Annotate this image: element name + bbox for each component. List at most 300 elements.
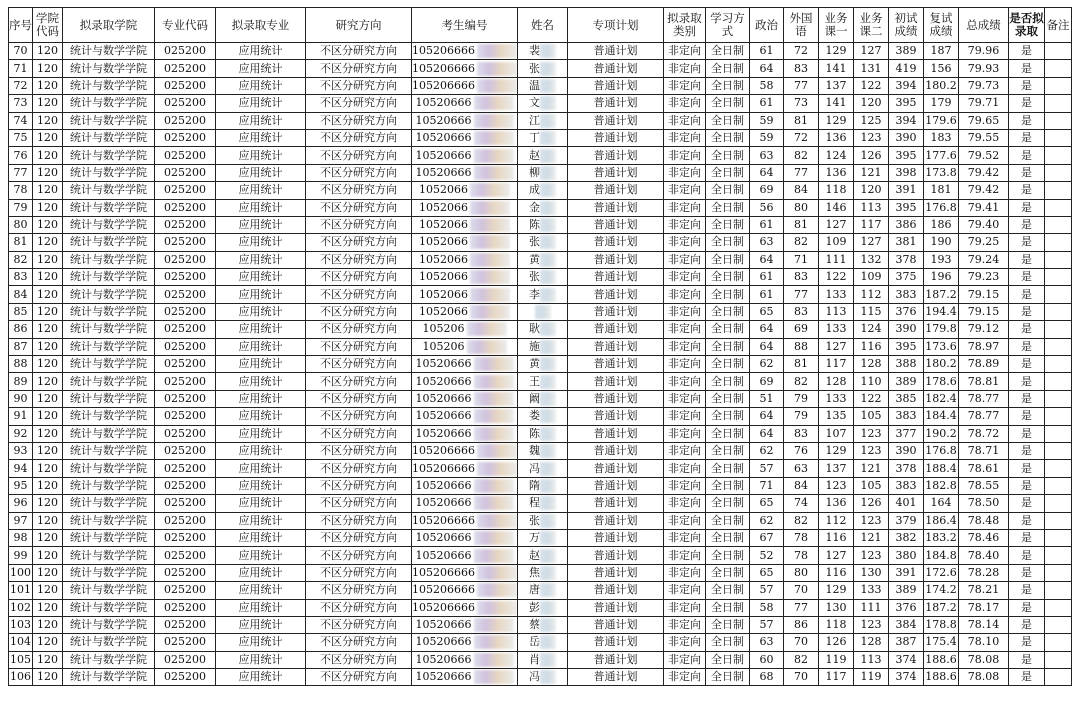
cell-college: 统计与数学学院	[63, 634, 155, 651]
cell-retest: 164	[924, 495, 959, 512]
cell-foreign: 82	[784, 234, 819, 251]
cell-retest: 183	[924, 129, 959, 146]
cell-category: 非定向	[664, 338, 706, 355]
cell-plan: 普通计划	[568, 442, 664, 459]
cell-course2: 123	[854, 547, 889, 564]
cell-category: 非定向	[664, 129, 706, 146]
cell-name	[518, 129, 568, 146]
student-name-text: 程	[529, 496, 540, 510]
cell-college: 统计与数学学院	[63, 651, 155, 668]
cell-plan: 普通计划	[568, 495, 664, 512]
redaction-mask	[474, 96, 514, 110]
exam-id-text: 10520666	[415, 357, 472, 371]
redaction-mask	[540, 253, 556, 267]
exam-id-text: 105206666	[412, 444, 475, 458]
cell-exam-id	[412, 269, 518, 286]
cell-category: 非定向	[664, 564, 706, 581]
cell-major-code: 025200	[155, 303, 216, 320]
cell-foreign: 84	[784, 182, 819, 199]
exam-id-text: 1052066	[419, 235, 468, 249]
student-name-text: 张	[529, 513, 540, 527]
cell-college-code: 120	[33, 547, 63, 564]
cell-plan: 普通计划	[568, 582, 664, 599]
exam-id-text: 10520666	[415, 113, 472, 127]
cell-exam-id	[412, 251, 518, 268]
cell-college: 统计与数学学院	[63, 547, 155, 564]
cell-name	[518, 547, 568, 564]
cell-foreign: 78	[784, 547, 819, 564]
cell-major: 应用统计	[216, 529, 306, 546]
cell-college: 统计与数学学院	[63, 60, 155, 77]
cell-direction: 不区分研究方向	[306, 651, 412, 668]
cell-seq: 74	[9, 112, 33, 129]
cell-initial: 394	[889, 77, 924, 94]
cell-direction: 不区分研究方向	[306, 303, 412, 320]
admission-list	[8, 7, 1072, 686]
cell-category: 非定向	[664, 199, 706, 216]
cell-category: 非定向	[664, 269, 706, 286]
redaction-mask	[474, 479, 514, 493]
cell-major-code: 025200	[155, 43, 216, 60]
cell-exam-id	[412, 512, 518, 529]
cell-retest: 188.6	[924, 669, 959, 686]
exam-id-text: 105206666	[412, 461, 475, 475]
cell-remark	[1045, 338, 1072, 355]
cell-exam-id	[412, 129, 518, 146]
cell-category: 非定向	[664, 634, 706, 651]
student-name-text: 蔡	[529, 618, 540, 632]
table-row	[9, 356, 1072, 373]
cell-total: 79.93	[959, 60, 1009, 77]
table-row	[9, 43, 1072, 60]
cell-remark	[1045, 112, 1072, 129]
cell-initial: 391	[889, 182, 924, 199]
cell-major: 应用统计	[216, 634, 306, 651]
cell-exam-id	[412, 182, 518, 199]
cell-category: 非定向	[664, 251, 706, 268]
student-name-text: 李	[529, 287, 540, 301]
student-name-text: 唐	[529, 583, 540, 597]
table-row	[9, 303, 1072, 320]
cell-politics: 58	[750, 599, 784, 616]
cell-major: 应用统计	[216, 182, 306, 199]
cell-admit: 是	[1009, 338, 1045, 355]
cell-remark	[1045, 582, 1072, 599]
cell-course2: 123	[854, 616, 889, 633]
cell-foreign: 81	[784, 216, 819, 233]
cell-remark	[1045, 651, 1072, 668]
cell-exam-id	[412, 616, 518, 633]
cell-study-mode: 全日制	[706, 216, 750, 233]
cell-seq: 71	[9, 60, 33, 77]
cell-course2: 127	[854, 43, 889, 60]
cell-politics: 60	[750, 651, 784, 668]
cell-plan: 普通计划	[568, 43, 664, 60]
cell-seq: 77	[9, 164, 33, 181]
cell-foreign: 80	[784, 199, 819, 216]
cell-admit: 是	[1009, 164, 1045, 181]
cell-name	[518, 425, 568, 442]
cell-foreign: 83	[784, 425, 819, 442]
cell-direction: 不区分研究方向	[306, 199, 412, 216]
cell-category: 非定向	[664, 477, 706, 494]
cell-foreign: 72	[784, 43, 819, 60]
cell-name	[518, 408, 568, 425]
cell-politics: 67	[750, 529, 784, 546]
cell-total: 79.52	[959, 147, 1009, 164]
redaction-mask	[540, 62, 556, 76]
cell-major: 应用统计	[216, 77, 306, 94]
redaction-mask	[540, 166, 556, 180]
cell-study-mode: 全日制	[706, 182, 750, 199]
cell-total: 79.24	[959, 251, 1009, 268]
cell-direction: 不区分研究方向	[306, 669, 412, 686]
cell-initial: 383	[889, 286, 924, 303]
cell-course2: 126	[854, 495, 889, 512]
cell-major: 应用统计	[216, 60, 306, 77]
cell-direction: 不区分研究方向	[306, 373, 412, 390]
cell-course2: 116	[854, 338, 889, 355]
cell-initial: 389	[889, 373, 924, 390]
cell-seq: 99	[9, 547, 33, 564]
cell-admit: 是	[1009, 651, 1045, 668]
cell-initial: 380	[889, 547, 924, 564]
exam-id-text: 1052066	[419, 218, 468, 232]
table-row	[9, 60, 1072, 77]
cell-retest: 176.8	[924, 442, 959, 459]
cell-politics: 62	[750, 512, 784, 529]
cell-remark	[1045, 442, 1072, 459]
cell-name	[518, 147, 568, 164]
cell-course2: 111	[854, 599, 889, 616]
cell-course1: 117	[819, 669, 854, 686]
table-row	[9, 251, 1072, 268]
cell-major: 应用统计	[216, 303, 306, 320]
cell-college: 统计与数学学院	[63, 286, 155, 303]
cell-major-code: 025200	[155, 60, 216, 77]
redaction-mask	[540, 514, 556, 528]
cell-remark	[1045, 599, 1072, 616]
cell-total: 79.73	[959, 77, 1009, 94]
cell-major-code: 025200	[155, 112, 216, 129]
cell-foreign: 88	[784, 338, 819, 355]
cell-major-code: 025200	[155, 599, 216, 616]
cell-total: 79.15	[959, 286, 1009, 303]
cell-name	[518, 164, 568, 181]
cell-politics: 61	[750, 95, 784, 112]
cell-major: 应用统计	[216, 356, 306, 373]
student-name-text: 张	[529, 61, 540, 75]
cell-remark	[1045, 60, 1072, 77]
cell-direction: 不区分研究方向	[306, 442, 412, 459]
cell-major-code: 025200	[155, 390, 216, 407]
cell-admit: 是	[1009, 442, 1045, 459]
student-name-text: 娄	[529, 409, 540, 423]
student-name-text: 赵	[529, 148, 540, 162]
cell-major-code: 025200	[155, 234, 216, 251]
cell-course1: 133	[819, 321, 854, 338]
cell-remark	[1045, 164, 1072, 181]
redaction-mask	[540, 392, 556, 406]
cell-seq: 98	[9, 529, 33, 546]
cell-foreign: 82	[784, 373, 819, 390]
cell-plan: 普通计划	[568, 182, 664, 199]
exam-id-text: 105206	[422, 339, 465, 353]
cell-college-code: 120	[33, 512, 63, 529]
cell-course2: 117	[854, 216, 889, 233]
cell-exam-id	[412, 321, 518, 338]
cell-college: 统计与数学学院	[63, 43, 155, 60]
cell-category: 非定向	[664, 599, 706, 616]
cell-college-code: 120	[33, 164, 63, 181]
cell-major-code: 025200	[155, 95, 216, 112]
redaction-mask	[540, 549, 556, 563]
cell-direction: 不区分研究方向	[306, 582, 412, 599]
cell-college-code: 120	[33, 77, 63, 94]
cell-seq: 72	[9, 77, 33, 94]
cell-direction: 不区分研究方向	[306, 425, 412, 442]
admission-table	[8, 7, 1072, 686]
cell-college-code: 120	[33, 477, 63, 494]
cell-foreign: 83	[784, 269, 819, 286]
cell-admit: 是	[1009, 234, 1045, 251]
cell-seq: 104	[9, 634, 33, 651]
cell-remark	[1045, 616, 1072, 633]
table-row	[9, 112, 1072, 129]
exam-id-text: 10520666	[415, 548, 472, 562]
table-row	[9, 669, 1072, 686]
cell-college: 统计与数学学院	[63, 495, 155, 512]
cell-direction: 不区分研究方向	[306, 321, 412, 338]
student-name-text: 岳	[529, 635, 540, 649]
redaction-mask	[477, 462, 517, 476]
cell-category: 非定向	[664, 460, 706, 477]
col-admit: 是否拟录取	[1009, 8, 1045, 43]
cell-course1: 136	[819, 129, 854, 146]
cell-remark	[1045, 529, 1072, 546]
cell-name	[518, 286, 568, 303]
cell-major: 应用统计	[216, 199, 306, 216]
cell-course1: 127	[819, 216, 854, 233]
cell-total: 78.14	[959, 616, 1009, 633]
table-row	[9, 164, 1072, 181]
cell-initial: 388	[889, 356, 924, 373]
cell-college: 统计与数学学院	[63, 669, 155, 686]
redaction-mask	[540, 444, 556, 458]
cell-politics: 63	[750, 234, 784, 251]
cell-initial: 389	[889, 43, 924, 60]
table-row	[9, 182, 1072, 199]
cell-major-code: 025200	[155, 147, 216, 164]
cell-admit: 是	[1009, 425, 1045, 442]
cell-foreign: 70	[784, 634, 819, 651]
cell-college-code: 120	[33, 303, 63, 320]
cell-exam-id	[412, 112, 518, 129]
cell-retest: 172.6	[924, 564, 959, 581]
cell-college-code: 120	[33, 564, 63, 581]
cell-plan: 普通计划	[568, 669, 664, 686]
cell-retest: 190	[924, 234, 959, 251]
cell-course1: 146	[819, 199, 854, 216]
cell-course1: 122	[819, 269, 854, 286]
table-row	[9, 408, 1072, 425]
cell-initial: 383	[889, 408, 924, 425]
cell-plan: 普通计划	[568, 251, 664, 268]
cell-exam-id	[412, 477, 518, 494]
cell-direction: 不区分研究方向	[306, 286, 412, 303]
cell-total: 78.48	[959, 512, 1009, 529]
cell-study-mode: 全日制	[706, 390, 750, 407]
redaction-mask	[540, 566, 556, 580]
cell-category: 非定向	[664, 547, 706, 564]
cell-course2: 125	[854, 112, 889, 129]
cell-exam-id	[412, 43, 518, 60]
cell-admit: 是	[1009, 529, 1045, 546]
cell-direction: 不区分研究方向	[306, 129, 412, 146]
cell-college: 统计与数学学院	[63, 582, 155, 599]
redaction-mask	[540, 340, 556, 354]
cell-politics: 64	[750, 164, 784, 181]
cell-name	[518, 442, 568, 459]
cell-remark	[1045, 251, 1072, 268]
cell-major-code: 025200	[155, 425, 216, 442]
table-row	[9, 564, 1072, 581]
cell-college-code: 120	[33, 60, 63, 77]
cell-major: 应用统计	[216, 112, 306, 129]
cell-college: 统计与数学学院	[63, 373, 155, 390]
cell-course2: 113	[854, 199, 889, 216]
cell-total: 78.17	[959, 599, 1009, 616]
cell-admit: 是	[1009, 77, 1045, 94]
student-name-text: 冯	[529, 461, 540, 475]
cell-retest: 188.4	[924, 460, 959, 477]
cell-major: 应用统计	[216, 408, 306, 425]
cell-plan: 普通计划	[568, 129, 664, 146]
cell-category: 非定向	[664, 373, 706, 390]
exam-id-text: 10520666	[415, 652, 472, 666]
cell-seq: 91	[9, 408, 33, 425]
cell-politics: 56	[750, 199, 784, 216]
redaction-mask	[474, 670, 514, 684]
cell-name	[518, 77, 568, 94]
cell-major-code: 025200	[155, 356, 216, 373]
redaction-mask	[470, 253, 510, 267]
cell-total: 79.42	[959, 182, 1009, 199]
cell-foreign: 70	[784, 582, 819, 599]
cell-college: 统计与数学学院	[63, 529, 155, 546]
cell-direction: 不区分研究方向	[306, 269, 412, 286]
cell-remark	[1045, 182, 1072, 199]
cell-major-code: 025200	[155, 338, 216, 355]
cell-college-code: 120	[33, 599, 63, 616]
redaction-mask	[470, 305, 510, 319]
cell-initial: 386	[889, 216, 924, 233]
cell-course2: 122	[854, 390, 889, 407]
exam-id-text: 1052066	[419, 305, 468, 319]
redaction-mask	[540, 583, 556, 597]
exam-id-text: 105206666	[412, 565, 475, 579]
cell-plan: 普通计划	[568, 425, 664, 442]
cell-admit: 是	[1009, 112, 1045, 129]
cell-total: 78.72	[959, 425, 1009, 442]
cell-course2: 120	[854, 95, 889, 112]
cell-college-code: 120	[33, 669, 63, 686]
student-name-text: 丁	[529, 131, 540, 145]
cell-total: 78.55	[959, 477, 1009, 494]
cell-college: 统计与数学学院	[63, 269, 155, 286]
redaction-mask	[540, 375, 556, 389]
exam-id-text: 105206666	[412, 583, 475, 597]
cell-major-code: 025200	[155, 634, 216, 651]
cell-category: 非定向	[664, 234, 706, 251]
cell-college-code: 120	[33, 251, 63, 268]
cell-college-code: 120	[33, 529, 63, 546]
cell-course2: 121	[854, 460, 889, 477]
redaction-mask	[540, 96, 556, 110]
col-course2: 业务课二	[854, 8, 889, 43]
exam-id-text: 10520666	[415, 165, 472, 179]
exam-id-text: 105206	[422, 322, 465, 336]
cell-direction: 不区分研究方向	[306, 390, 412, 407]
cell-foreign: 83	[784, 303, 819, 320]
cell-exam-id	[412, 634, 518, 651]
cell-name	[518, 582, 568, 599]
table-row	[9, 216, 1072, 233]
cell-seq: 73	[9, 95, 33, 112]
cell-plan: 普通计划	[568, 112, 664, 129]
student-name-text: 温	[529, 78, 540, 92]
cell-remark	[1045, 425, 1072, 442]
cell-study-mode: 全日制	[706, 60, 750, 77]
cell-category: 非定向	[664, 512, 706, 529]
cell-course2: 110	[854, 373, 889, 390]
cell-major: 应用统计	[216, 495, 306, 512]
exam-id-text: 105206666	[412, 600, 475, 614]
student-name-text: 耿	[529, 322, 540, 336]
redaction-mask	[540, 409, 556, 423]
cell-name	[518, 356, 568, 373]
cell-category: 非定向	[664, 321, 706, 338]
cell-major-code: 025200	[155, 77, 216, 94]
cell-college: 统计与数学学院	[63, 129, 155, 146]
cell-total: 78.61	[959, 460, 1009, 477]
redaction-mask	[474, 375, 514, 389]
cell-seq: 95	[9, 477, 33, 494]
cell-foreign: 78	[784, 529, 819, 546]
cell-retest: 180.2	[924, 356, 959, 373]
cell-remark	[1045, 269, 1072, 286]
col-remark: 备注	[1045, 8, 1072, 43]
cell-course2: 112	[854, 286, 889, 303]
cell-foreign: 77	[784, 599, 819, 616]
exam-id-text: 10520666	[415, 392, 472, 405]
cell-direction: 不区分研究方向	[306, 251, 412, 268]
cell-politics: 57	[750, 582, 784, 599]
cell-politics: 51	[750, 390, 784, 407]
cell-total: 79.15	[959, 303, 1009, 320]
cell-retest: 187	[924, 43, 959, 60]
cell-remark	[1045, 77, 1072, 94]
cell-study-mode: 全日制	[706, 442, 750, 459]
cell-exam-id	[412, 356, 518, 373]
cell-study-mode: 全日制	[706, 529, 750, 546]
cell-exam-id	[412, 286, 518, 303]
cell-politics: 61	[750, 269, 784, 286]
redaction-mask	[477, 62, 517, 76]
cell-course2: 123	[854, 425, 889, 442]
exam-id-text: 10520666	[415, 131, 472, 145]
cell-course2: 131	[854, 60, 889, 77]
